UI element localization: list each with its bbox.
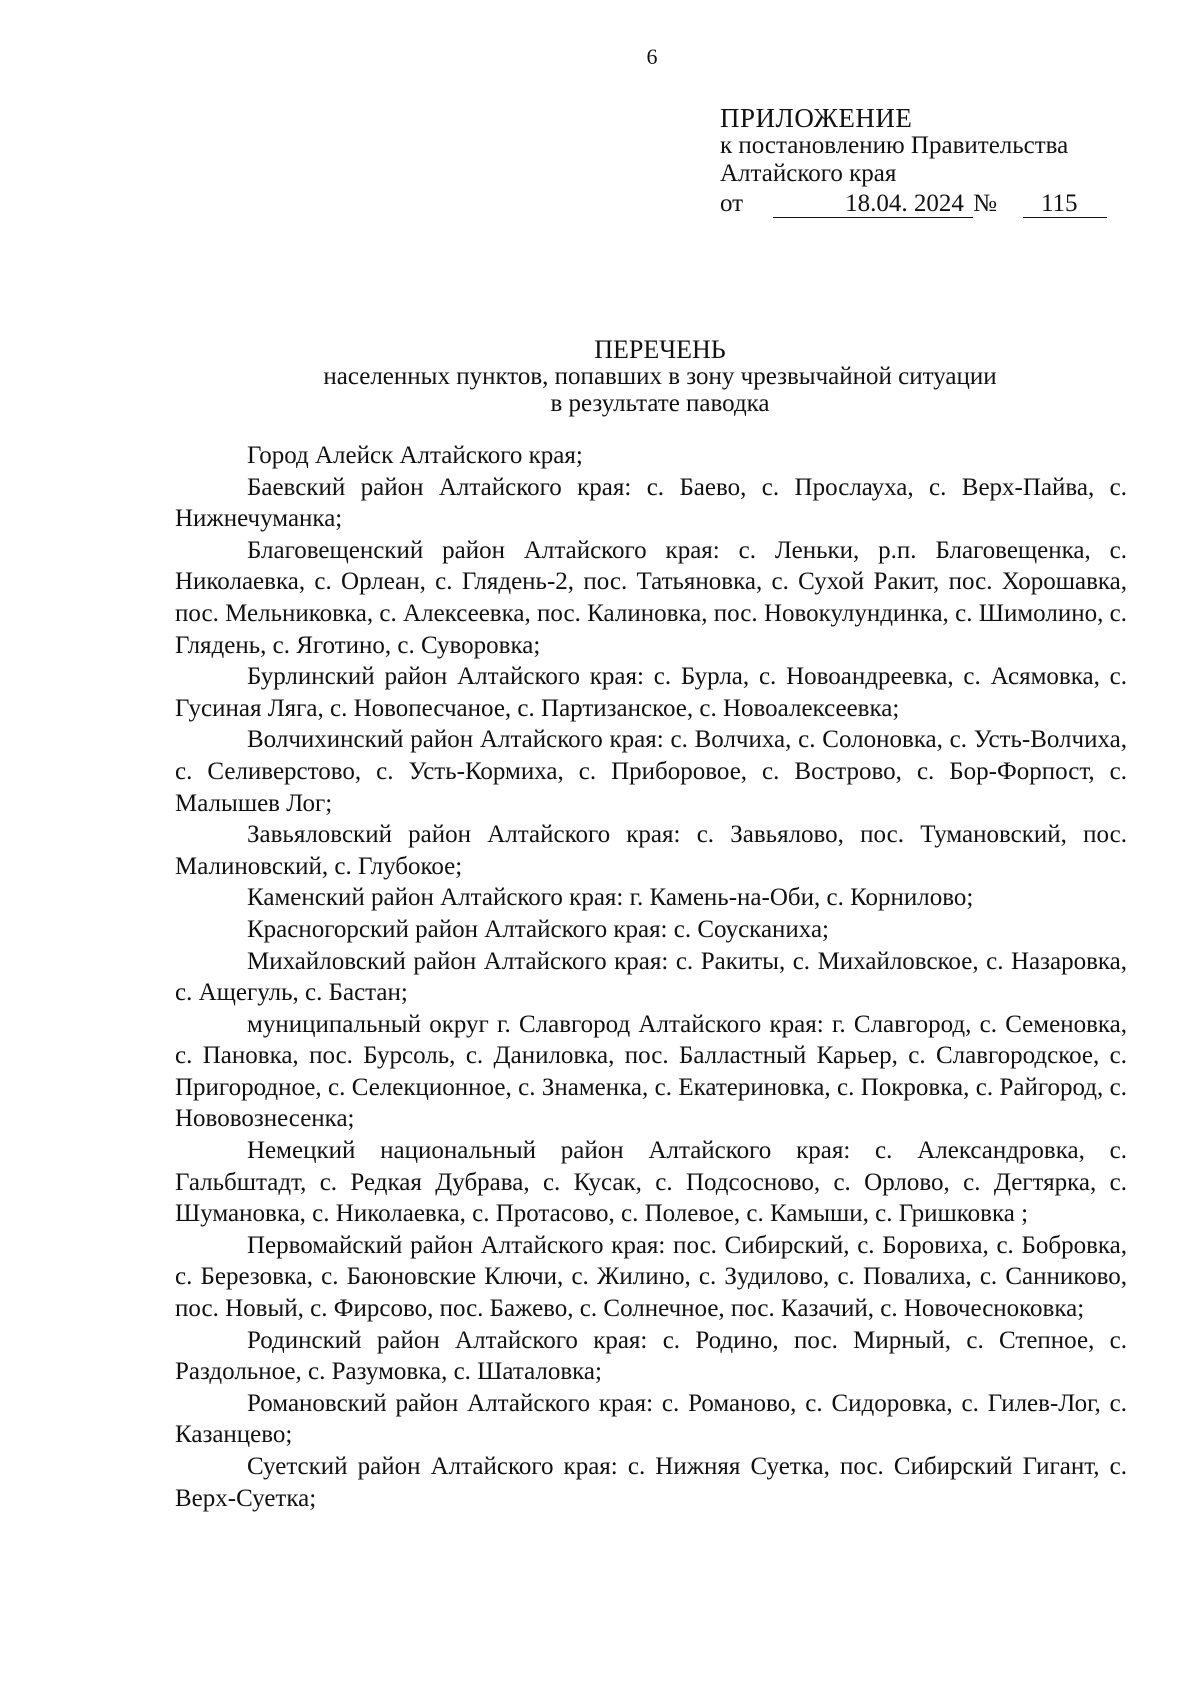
list-paragraph: Завьяловский район Алтайского края: с. Завьялово, пос. Тумановский, пос. Малиновский, с. Глубокое; <box>175 821 1127 880</box>
list-paragraph: Первомайский район Алтайского края: пос. Сибирский, с. Боровиха, с. Бобровка, с. Березовка, с. Баюновские Ключи, с. Жилино, с. Зудилово, с. Повалиха, с. Санниково, пос. Новый, с. Фирсово, пос. Бажево, с. Солнечное, пос. Казачий, с. Новочесноковка; <box>175 1231 1127 1323</box>
date-prefix: от <box>720 190 744 217</box>
list-paragraph: Немецкий национальный район Алтайского края: с. Александровка, с. Гальбштадт, с. Редкая Дубрава, с. Кусак, с. Подсосново, с. Орлово, с. Дегтярка, с. Шумановка, с. Николаевка, с. Протасово, с. Полевое, с. Камыши, с. Гришковка ; <box>175 1137 1127 1228</box>
document-date: 18.04. 2024 <box>773 191 973 218</box>
document-heading <box>180 336 1140 417</box>
appendix-date-line <box>720 190 1160 218</box>
list-paragraph: Каменский район Алтайского края: г. Камень-на-Оби, с. Корнилово; <box>247 884 974 912</box>
list-paragraph: Бурлинский район Алтайского края: с. Бурла, с. Новоандреевка, с. Асямовка, с. Гусиная Ляга, с. Новопесчаное, с. Партизанское, с. Новоалексеевка; <box>175 663 1127 722</box>
number-sign: № <box>973 190 997 217</box>
document-number: 115 <box>1023 191 1107 218</box>
appendix-line-1: к постановлению Правительства <box>720 132 1069 159</box>
list-paragraph: Город Алейск Алтайского края; <box>247 442 583 469</box>
appendix-block <box>720 104 1160 218</box>
appendix-title: ПРИЛОЖЕНИЕ <box>720 103 913 133</box>
list-paragraph: Волчихинский район Алтайского края: с. Волчиха, с. Солоновка, с. Усть-Волчиха, с. Селиверстово, с. Усть-Кормиха, с. Приборовое, с. Вострово, с. Бор-Форпост, с. Малышев Лог; <box>175 726 1127 817</box>
list-paragraph: Родинский район Алтайского края: с. Родино, пос. Мирный, с. Степное, с. Раздольное, с. Разумовка, с. Шаталовка; <box>175 1326 1127 1386</box>
appendix-line-2: Алтайского края <box>720 160 897 187</box>
list-paragraph: Красногорский район Алтайского края: с. Соусканиха; <box>247 915 830 943</box>
list-paragraph: Романовский район Алтайского края: с. Романово, с. Сидоровка, с. Гилев-Лог, с. Казанцево; <box>175 1389 1127 1449</box>
list-paragraph: Баевский район Алтайского края: с. Баево, с. Прослауха, с. Верх-Пайва, с. Нижнечуманка; <box>175 473 1127 533</box>
list-paragraph: Михайловский район Алтайского края: с. Ракиты, с. Михайловское, с. Назаровка, с. Ащегуль, с. Бастан; <box>175 947 1127 1007</box>
list-paragraph: Суетский район Алтайского края: с. Нижняя Суетка, пос. Сибирский Гигант, с. Верх-Суетка; <box>175 1453 1127 1512</box>
list-paragraph: Благовещенский район Алтайского края: с. Леньки, р.п. Благовещенка, с. Николаевка, с. Орлеан, с. Глядень-2, пос. Татьяновка, с. Сухой Ракит, пос. Хорошавка, пос. Мельниковка, с. Алексеевка, пос. Калиновка, пос. Новокулундинка, с. Шимолино, с. Глядень, с. Яготино, с. Суворовка; <box>175 536 1127 659</box>
list-paragraph: муниципальный округ г. Славгород Алтайского края: г. Славгород, с. Семеновка, с. Пановка, пос. Бурсоль, с. Даниловка, пос. Балластный Карьер, с. Славгородское, с. Пригородное, с. Селекционное, с. Знаменка, с. Екатериновка, с. Покровка, с. Райгород, с. Нововознесенка; <box>175 1010 1127 1133</box>
heading-subtitle-2: в результате паводка <box>550 390 770 417</box>
heading-subtitle-1: населенных пунктов, попавших в зону чрезвычайной ситуации <box>323 363 997 390</box>
heading-title: ПЕРЕЧЕНЬ <box>594 335 726 364</box>
page-number: 6 <box>646 44 658 69</box>
settlement-list <box>175 440 1127 1514</box>
